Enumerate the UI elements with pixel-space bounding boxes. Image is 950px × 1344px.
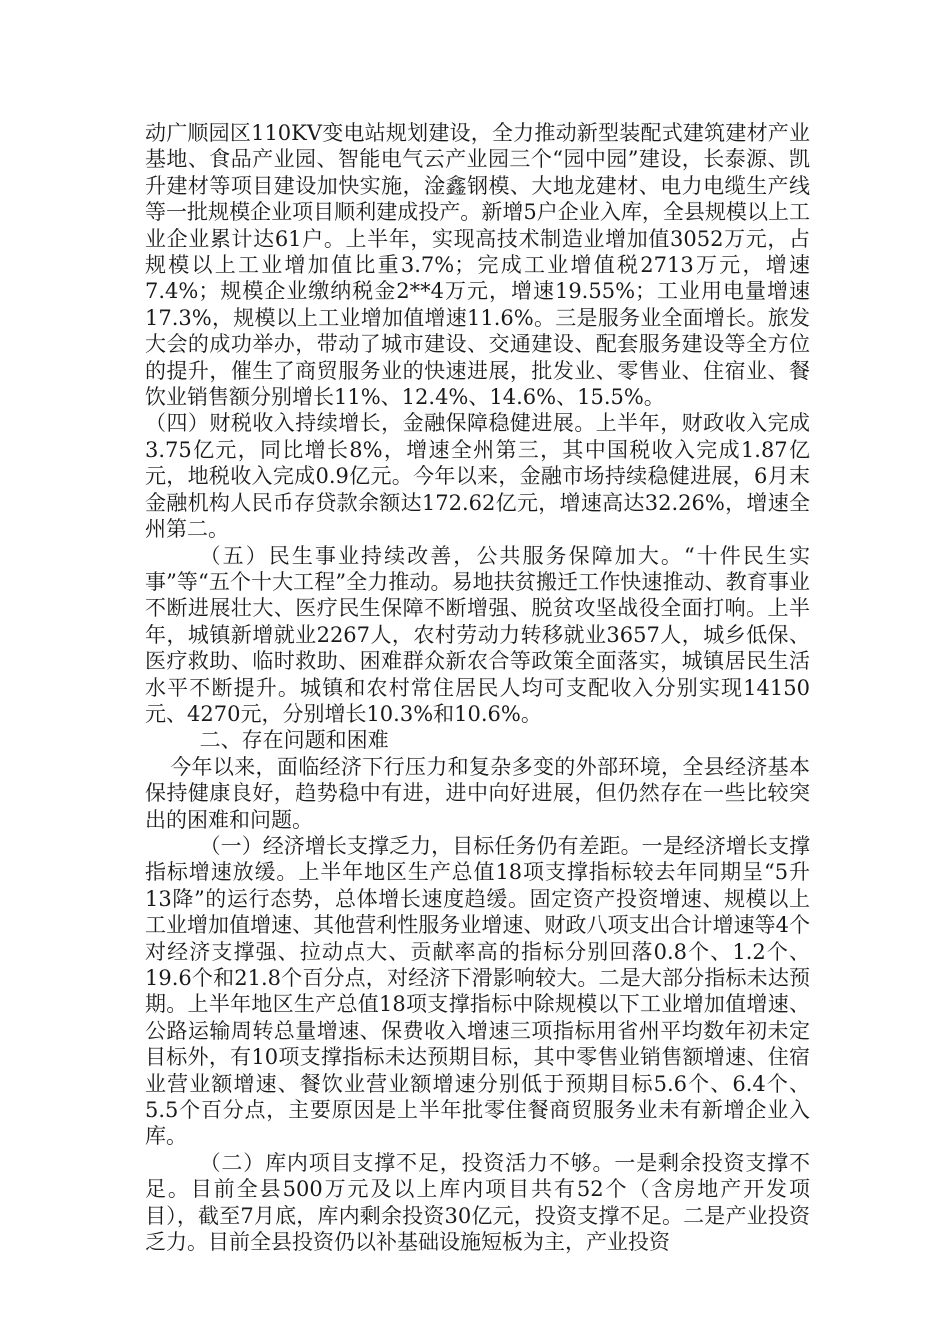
paragraph-problems-intro: 今年以来，面临经济下行压力和复杂多变的外部环境，全县经济基本保持健康良好，趋势稳中有进，进中向好进展，但仍然存在一些比较突出的困难和问题。 <box>145 754 810 832</box>
paragraph-growth-support: （一）经济增长支撑乏力，目标任务仍有差距。一是经济增长支撑指标增速放缓。上半年地区生产总值18项支撑指标较去年同期呈“5升13降”的运行态势，总体增长速度趋缓。固定资产投资增速、规模以上工业增加值增速、其他营利性服务业增速、财政八项支出合计增速等4个对经济支撑强、拉动点大、贡献率高的指标分别回落0.8个、1.2个、19.6个和21.8个百分点，对经济下滑影响较大。二是大部分指标未达预期。上半年地区生产总值18项支撑指标中除规模以下工业增加值增速、公路运输周转总量增速、保费收入增速三项指标用省州平均数年初未定目标外，有10项支撑指标未达预期目标，其中零售业销售额增速、住宿业营业额增速、餐饮业营业额增速分别低于预期目标5.6个、6.4个、5.5个百分点，主要原因是上半年批零住餐商贸服务业未有新增企业入库。 <box>145 833 810 1149</box>
paragraph-fiscal-finance: （四）财税收入持续增长，金融保障稳健进展。上半年，财政收入完成3.75亿元，同比增长8%，增速全州第三，其中国税收入完成1.87亿元，地税收入完成0.9亿元。今年以来，金融市场持续稳健进展，6月末金融机构人民币存贷款余额达172.62亿元，增速高达32.26%，增速全州第二。 <box>145 411 810 542</box>
paragraph-industry-services: 动广顺园区110KV变电站规划建设，全力推动新型装配式建筑建材产业基地、食品产业园、智能电气云产业园三个“园中园”建设，长泰源、凯升建材等项目建设加快实施，淦鑫钢模、大地龙建材、电力电缆生产线等一批规模企业项目顺利建成投产。新增5户企业入库，全县规模以上工业企业累计达61户。上半年，实现高技术制造业增加值3052万元，占规模以上工业增加值比重3.7%；完成工业增值税2713万元，增速7.4%；规模企业缴纳税金2**4万元，增速19.55%；工业用电量增速17.3%，规模以上工业增加值增速11.6%。三是服务业全面增长。旅发大会的成功举办，带动了城市建设、交通建设、配套服务建设等全方位的提升，催生了商贸服务业的快速进展，批发业、零售业、住宿业、餐饮业销售额分别增长11%、12.4%、14.6%、15.5%。 <box>145 121 810 410</box>
paragraph-livelihood: （五）民生事业持续改善，公共服务保障加大。“十件民生实事”等“五个十大工程”全力推动。易地扶贫搬迁工作快速推动、教育事业不断进展壮大、医疗民生保障不断增强、脱贫攻坚战役全面打响。上半年，城镇新增就业2267人，农村劳动力转移就业3657人，城乡低保、医疗救助、临时救助、困难群众新农合等政策全面落实，城镇居民生活水平不断提升。城镇和农村常住居民人均可支配收入分别实现14150元、4270元，分别增长10.3%和10.6%。 <box>145 543 810 726</box>
document-page <box>145 120 810 1255</box>
section-heading-problems: 二、存在问题和困难 <box>199 728 389 753</box>
paragraph-project-support: （二）库内项目支撑不足，投资活力不够。一是剩余投资支撑不足。目前全县500万元及以上库内项目共有52个（含房地产开发项目），截至7月底，库内剩余投资30亿元，投资支撑不足。二是产业投资乏力。目前全县投资仍以补基础设施短板为主，产业投资 <box>145 1150 810 1255</box>
